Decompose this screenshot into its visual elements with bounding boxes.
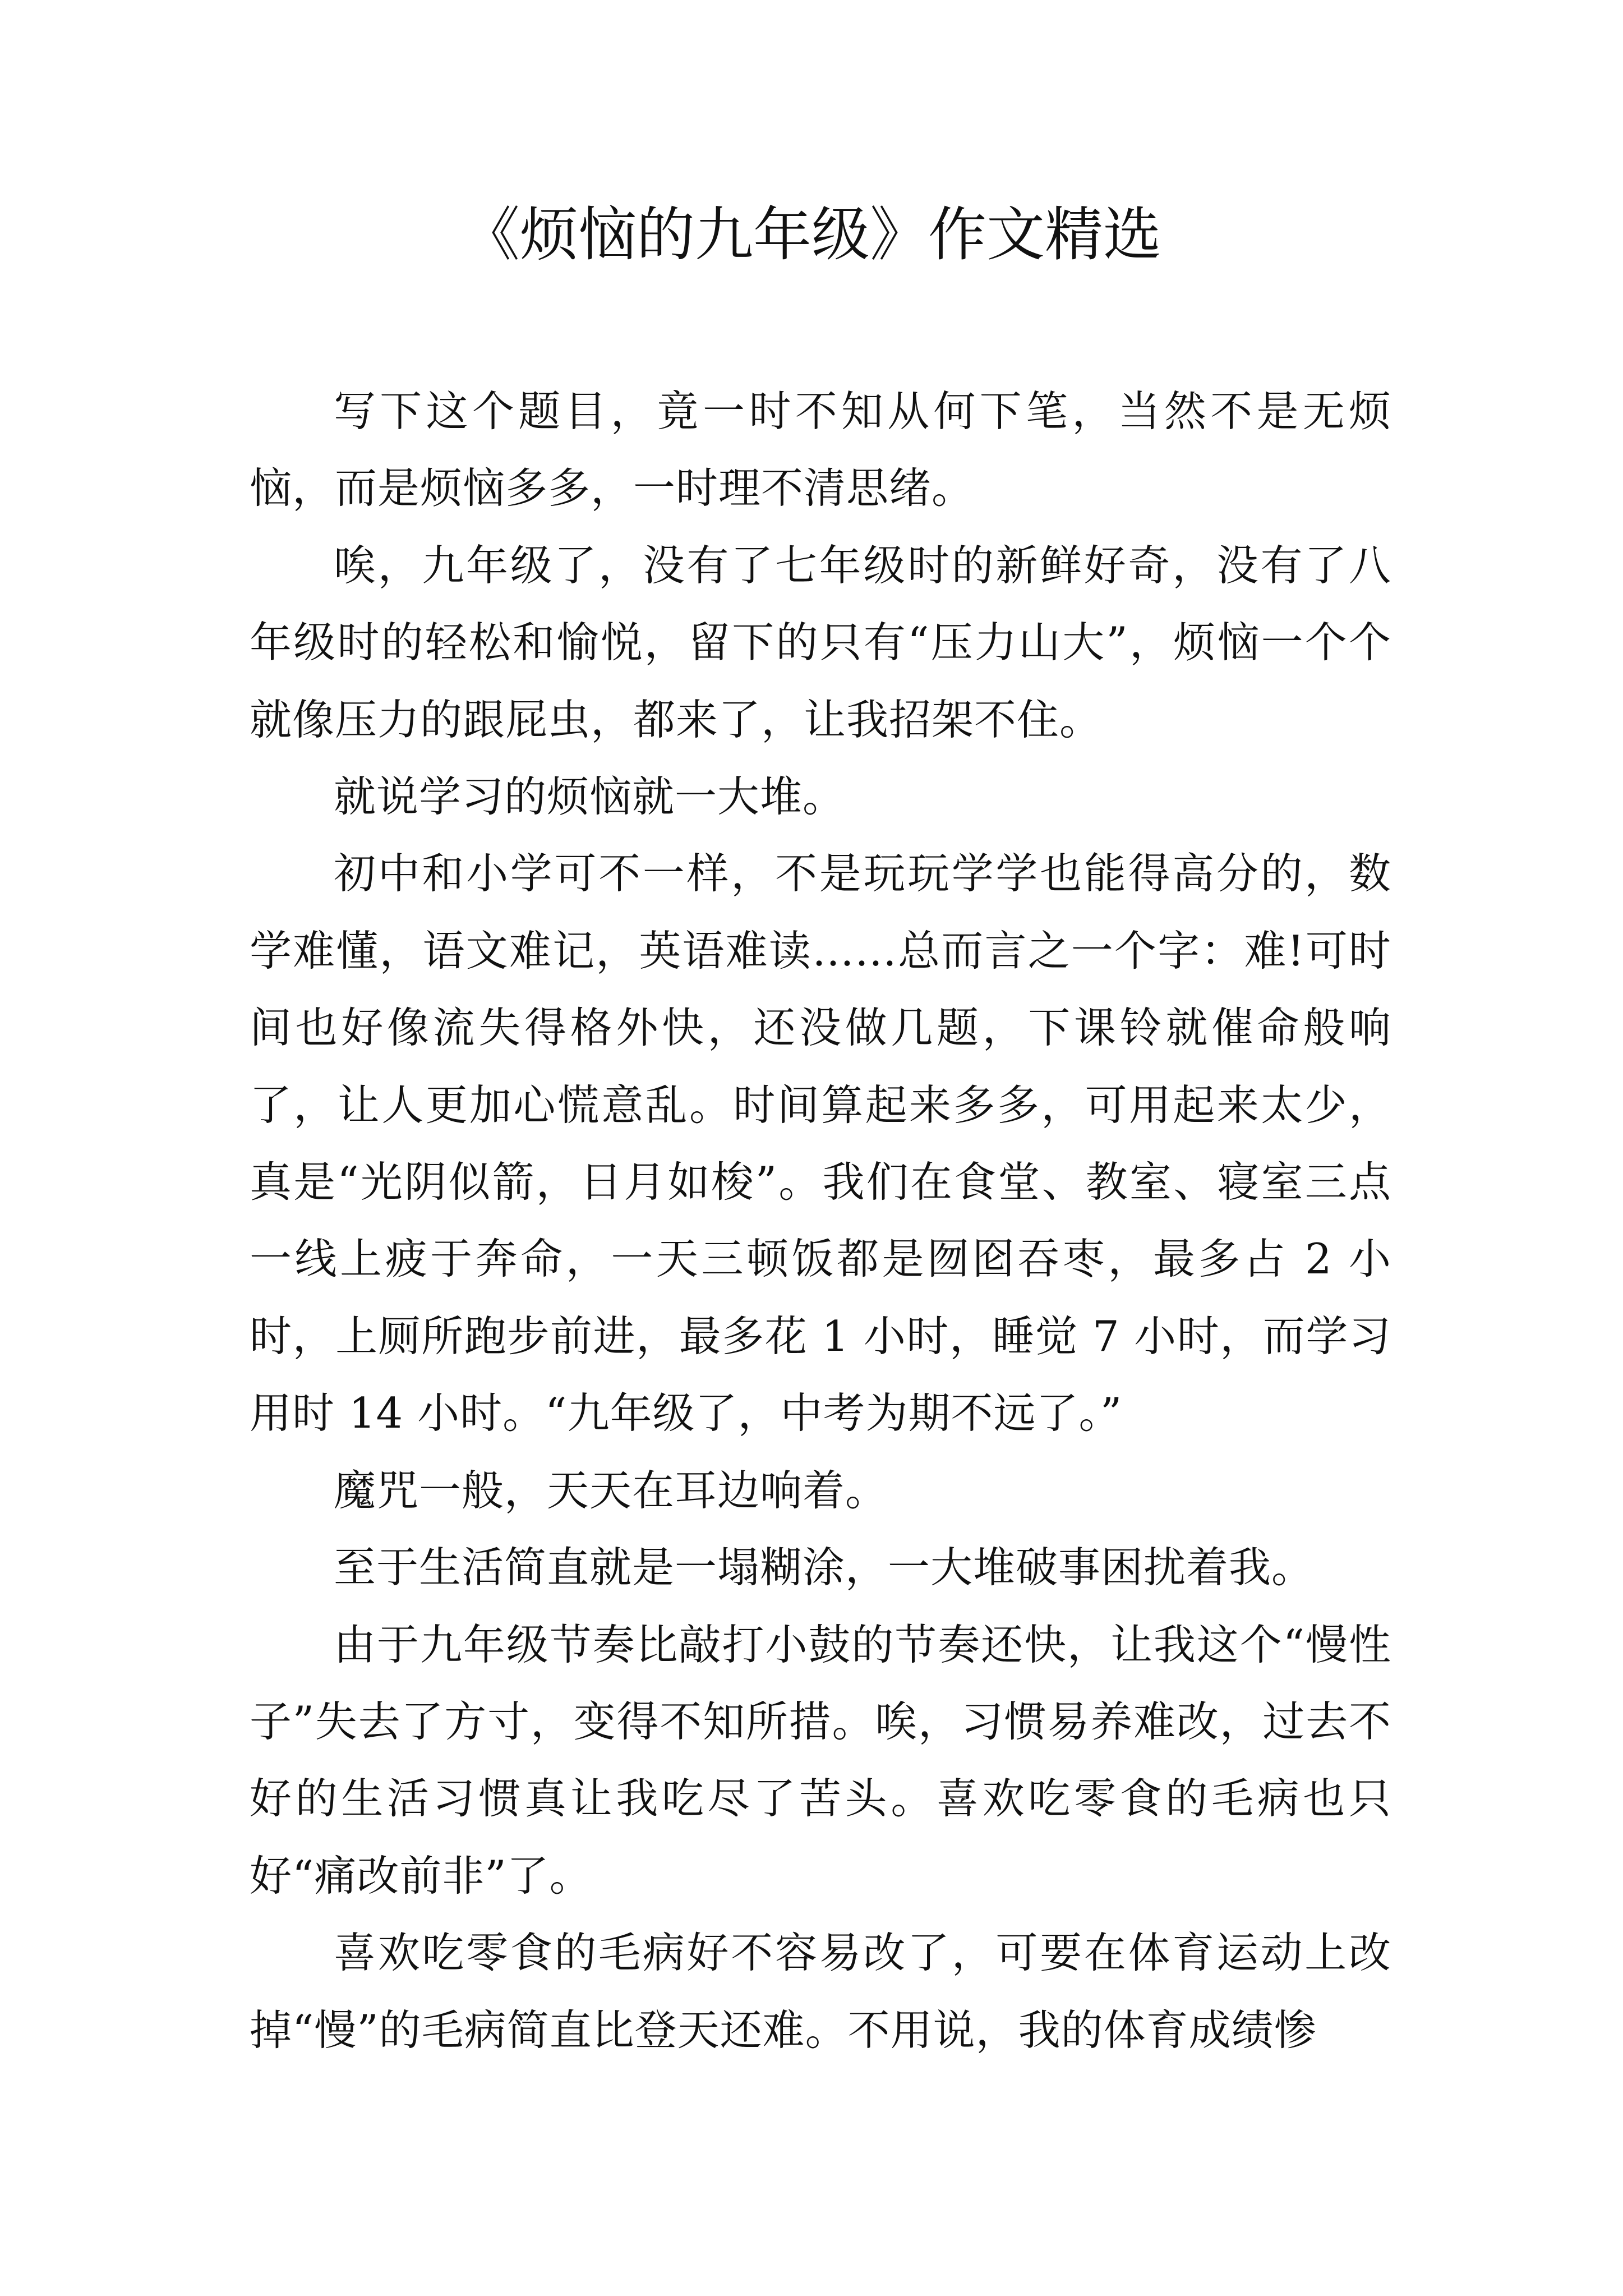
paragraph: 喜欢吃零食的毛病好不容易改了，可要在体育运动上改掉“慢”的毛病简直比登天还难。不用说，我的体育成绩惨 [250, 1928, 1391, 2055]
paragraph: 就说学习的烦恼就一大堆。 [334, 772, 846, 822]
paragraph: 初中和小学可不一样，不是玩玩学学也能得高分的，数学难懂，语文难记，英语难读……总而言之一个字：难!可时间也好像流失得格外快，还没做几题，下课铃就催命般响了，让人更加心慌意乱。时间算起来多多，可用起来太少，真是“光阴似箭，日月如梭”。我们在食堂、教室、寝室三点一线上疲于奔命，一天三顿饭都是囫囵吞枣，最多占 2 小时，上厕所跑步前进，最多花 1 小时，睡觉 7 小时，而学习用时 14 小时。“九年级了，中考为期不远了。” [250, 849, 1391, 1438]
document-title: 《烦恼的九年级》作文精选 [461, 200, 1161, 269]
document-body [250, 373, 1391, 2069]
paragraph: 写下这个题目，竟一时不知从何下笔，当然不是无烦恼，而是烦恼多多，一时理不清思绪。 [250, 386, 1391, 513]
paragraph: 至于生活简直就是一塌糊涂，一大堆破事困扰着我。 [334, 1543, 1315, 1593]
paragraph: 魔咒一般，天天在耳边响着。 [334, 1465, 888, 1515]
paragraph: 唉，九年级了，没有了七年级时的新鲜好奇，没有了八年级时的轻松和愉悦，留下的只有“压力山大”，烦恼一个个就像压力的跟屁虫，都来了，让我招架不住。 [250, 540, 1391, 744]
paragraph: 由于九年级节奏比敲打小鼓的节奏还快，让我这个“慢性子”失去了方寸，变得不知所措。唉，习惯易养难改，过去不好的生活习惯真让我吃尽了苦头。喜欢吃零食的毛病也只好“痛改前非”了。 [250, 1619, 1391, 1901]
